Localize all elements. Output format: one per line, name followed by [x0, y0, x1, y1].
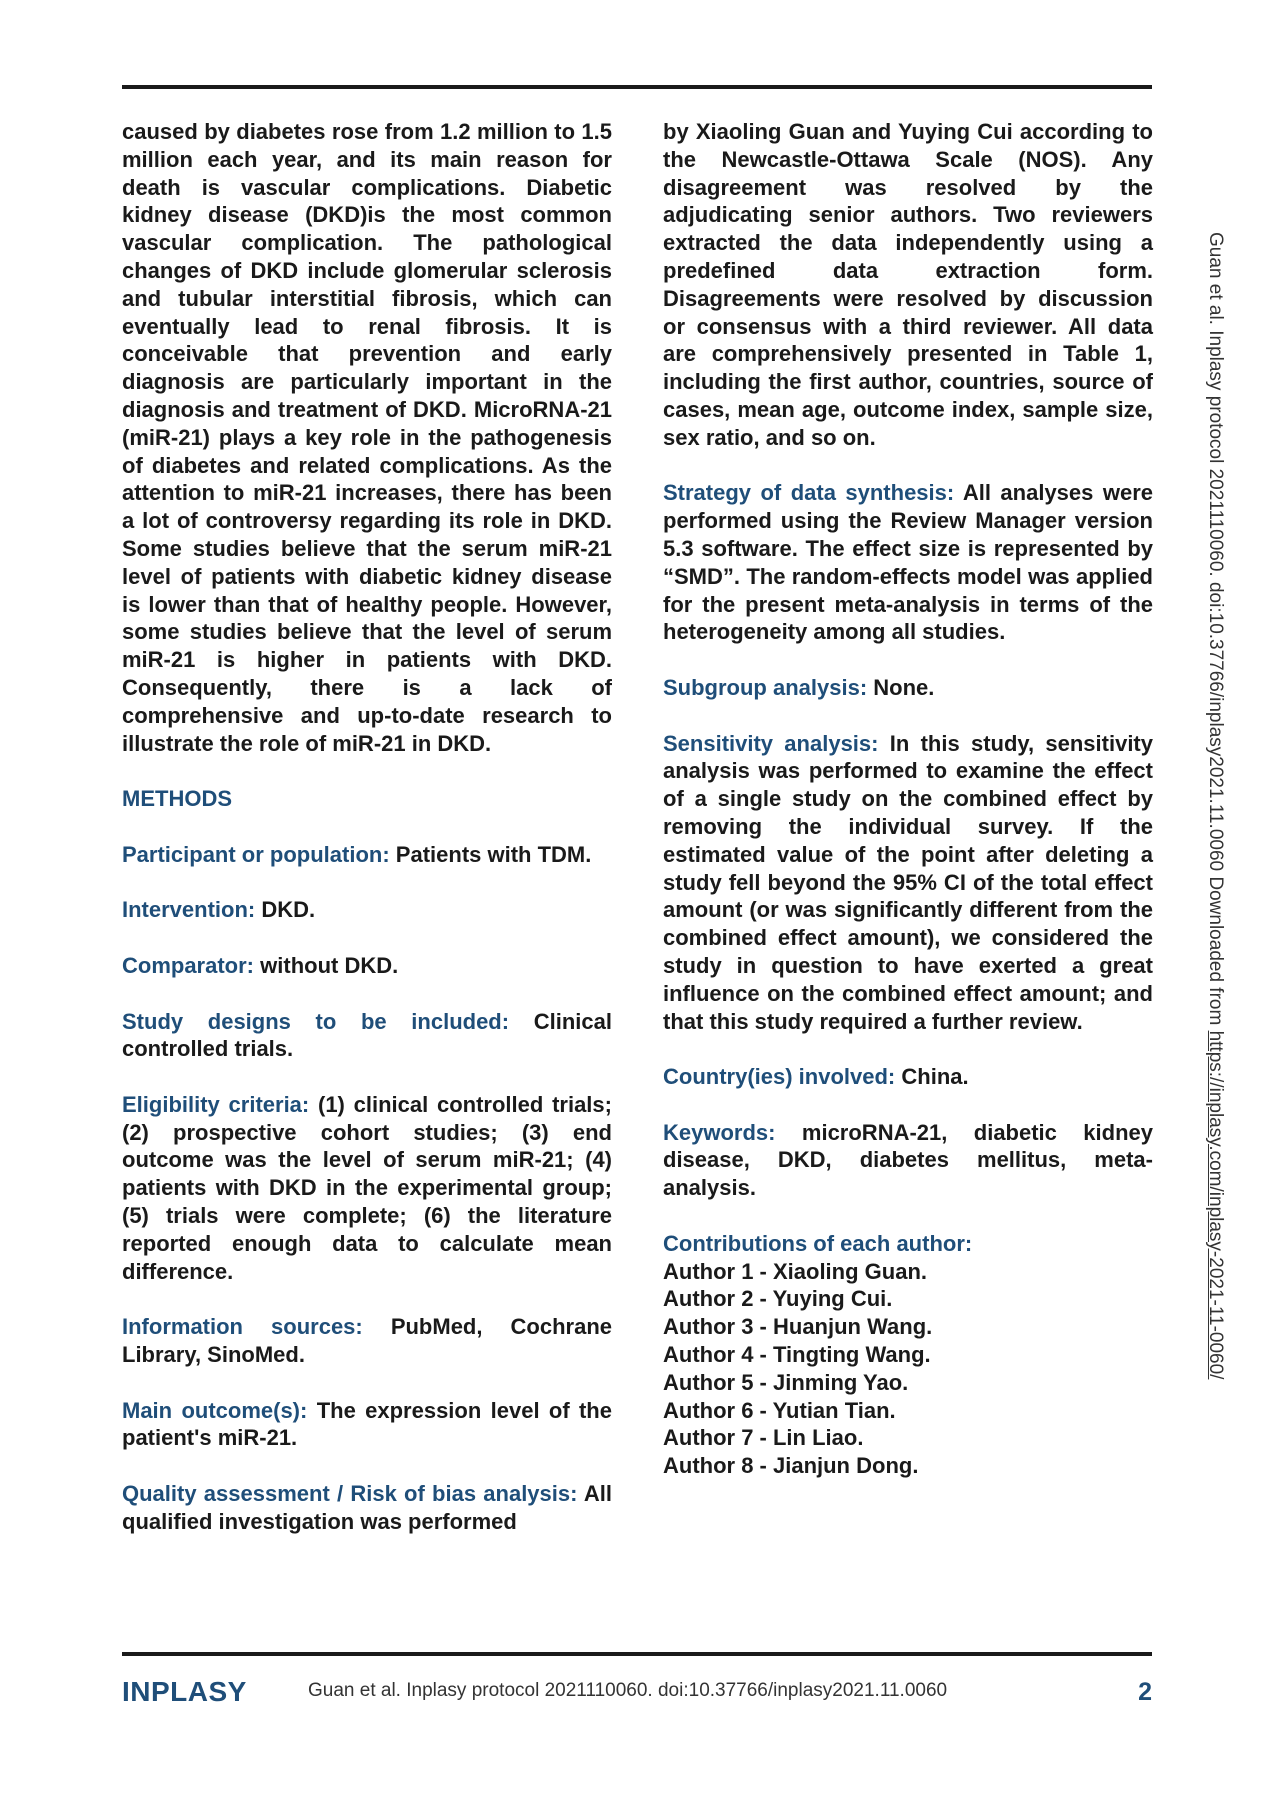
section-data-synthesis — [663, 479, 1153, 646]
section-text: Clinical controlled trials. — [122, 1008, 612, 1062]
section-participants — [122, 841, 612, 869]
section-text: China. — [901, 1064, 969, 1090]
footer-brand: INPLASY — [122, 1676, 247, 1707]
section-eligibility — [122, 1091, 612, 1286]
author-item: Author 3 - Huanjun Wang. — [663, 1314, 933, 1340]
section-text: microRNA-21, diabetic kidney disease, DKD, diabetes mellitus, meta-analysis. — [663, 1119, 1153, 1201]
author-item: Author 7 - Lin Liao. — [663, 1425, 864, 1451]
methods-heading: METHODS — [122, 786, 232, 812]
download-link[interactable]: https://inplasy.com/inplasy-2021-11-0060/ — [1205, 1030, 1226, 1380]
section-label: Participant or population: — [122, 841, 390, 867]
section-text: PubMed, Cochrane Library, SinoMed. — [122, 1314, 612, 1368]
section-label: Main outcome(s): — [122, 1397, 308, 1423]
contributions-block — [663, 1230, 1153, 1480]
footer-citation: Guan et al. Inplasy protocol 2021110060. doi:10.37766/inplasy2021.11.0060 — [308, 1680, 948, 1701]
author-item: Author 4 - Tingting Wang. — [663, 1342, 931, 1368]
page-number: 2 — [1138, 1678, 1152, 1706]
section-text: (1) clinical controlled trials; (2) prospective cohort studies; (3) end outcome was the level of serum miR-21; (4) patients with DKD in the experimental group; (5) trials were complete; (6) the literature reported enough data to calculate mean difference. — [122, 1091, 612, 1284]
continuation-paragraph: by Xiaoling Guan and Yuying Cui according to the Newcastle-Ottawa Scale (NOS). Any disagreement was resolved by the adjudicating senior authors. Two reviewers extracted the data independently using a predefined data extraction form. Disagreements were resolved by discussion or consensus with a third reviewer. All data are comprehensively presented in Table 1, including the first author, countries, source of cases, mean age, outcome index, sample size, sex ratio, and so on. — [663, 119, 1153, 450]
author-item: Author 1 - Xiaoling Guan. — [663, 1258, 927, 1284]
section-information-sources — [122, 1313, 612, 1369]
section-label: Keywords: — [663, 1119, 776, 1145]
left-column — [122, 118, 612, 1536]
section-text: None. — [873, 674, 935, 700]
contributions-heading: Contributions of each author: — [663, 1230, 973, 1256]
section-label: Comparator: — [122, 952, 255, 978]
section-text: All analyses were performed using the Review Manager version 5.3 software. The effect size is represented by “SMD”. The random-effects model was applied for the present meta-analysis in terms of the heterogeneity among all studies. — [663, 480, 1153, 645]
side-download-note — [1200, 232, 1230, 1562]
section-intervention — [122, 896, 612, 924]
page-footer — [122, 1676, 1152, 1716]
section-countries — [663, 1063, 1153, 1091]
section-text: without DKD. — [260, 952, 399, 978]
section-text: In this study, sensitivity analysis was performed to examine the effect of a single study on the combined effect by removing the individual survey. If the estimated value of the point after deleting a study fell beyond the 95% CI of the total effect amount (or was significantly different from the combined effect amount), we considered the study in question to have exerted a great influence on the combined effect amount; and that this study required a further review. — [663, 730, 1153, 1034]
section-label: Subgroup analysis: — [663, 674, 868, 700]
section-label: Study designs to be included: — [122, 1008, 510, 1034]
section-label: Country(ies) involved: — [663, 1064, 896, 1090]
section-main-outcomes — [122, 1397, 612, 1453]
section-label: Information sources: — [122, 1314, 363, 1340]
section-keywords — [663, 1119, 1153, 1202]
section-text: Patients with TDM. — [395, 841, 592, 867]
section-label: Strategy of data synthesis: — [663, 480, 955, 506]
section-study-designs — [122, 1008, 612, 1064]
section-text: The expression level of the patient's miR-21. — [122, 1397, 612, 1451]
section-label: Eligibility criteria: — [122, 1091, 310, 1117]
intro-paragraph: caused by diabetes rose from 1.2 million to 1.5 million each year, and its main reason for death is vascular complications. Diabetic kidney disease (DKD)is the most common vascular complication. The pathological changes of DKD include glomerular sclerosis and tubular interstitial fibrosis, which can eventually lead to renal fibrosis. It is conceivable that prevention and early diagnosis are particularly important in the diagnosis and treatment of DKD. MicroRNA-21 (miR-21) plays a key role in the pathogenesis of diabetes and related complications. As the attention to miR-21 increases, there has been a lot of controversy regarding its role in DKD. Some studies believe that the serum miR-21 level of patients with diabetic kidney disease is lower than that of healthy people. However, some studies believe that the level of serum miR-21 is higher in patients with DKD. Consequently, there is a lack of comprehensive and up-to-date research to illustrate the role of miR-21 in DKD. — [122, 119, 612, 756]
top-rule — [122, 85, 1152, 89]
bottom-rule — [122, 1652, 1152, 1656]
section-text: All qualified investigation was performed — [122, 1481, 612, 1534]
author-item: Author 2 - Yuying Cui. — [663, 1286, 893, 1312]
author-item: Author 5 - Jinming Yao. — [663, 1369, 909, 1395]
section-sensitivity — [663, 730, 1153, 1036]
section-text: DKD. — [261, 897, 316, 923]
section-comparator — [122, 952, 612, 980]
side-note-text: Guan et al. Inplasy protocol 2021110060. doi:10.37766/inplasy2021.11.0060 Downloaded from — [1205, 232, 1226, 1031]
right-column — [663, 118, 1153, 1480]
section-label: Intervention: — [122, 897, 256, 923]
author-item: Author 8 - Jianjun Dong. — [663, 1453, 919, 1479]
author-item: Author 6 - Yutian Tian. — [663, 1397, 896, 1423]
section-subgroup — [663, 674, 1153, 702]
section-quality-assessment — [122, 1480, 612, 1536]
section-label: Quality assessment / Risk of bias analysis: — [122, 1481, 578, 1507]
section-label: Sensitivity analysis: — [663, 730, 879, 756]
